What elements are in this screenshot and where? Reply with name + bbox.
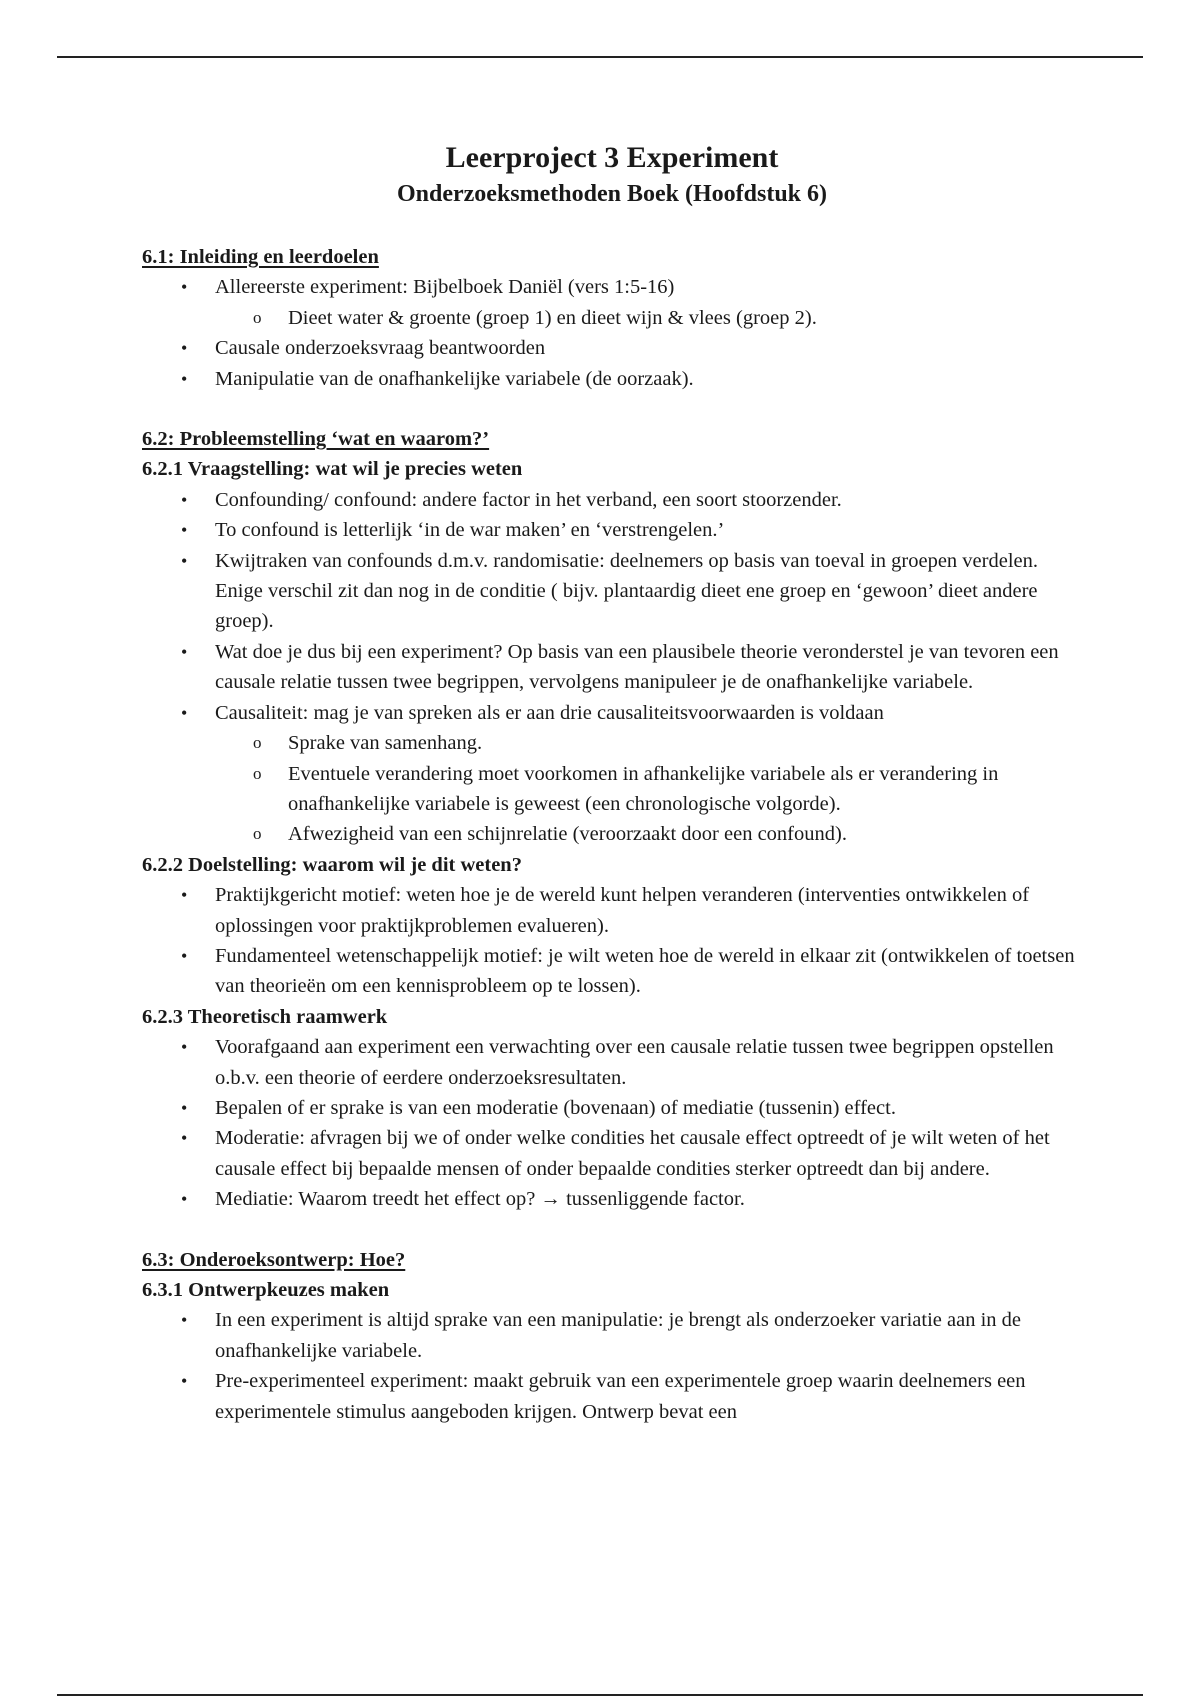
bullet-icon: • [181, 489, 188, 510]
bullet-icon: • [181, 1128, 188, 1149]
document-title: Leerproject 3 Experiment [445, 141, 779, 174]
list-item-text: Manipulatie van de onafhankelijke variabele (de oorzaak). [215, 367, 694, 390]
list-item [181, 1123, 1082, 1184]
list-item [181, 941, 1082, 1002]
bullet-list [142, 485, 1082, 850]
list-item-text: Eventuele verandering moet voorkomen in afhankelijke variabele als er verandering in onafhankelijke variabele is geweest (een chronologische volgorde). [288, 762, 999, 815]
bullet-icon: • [181, 1310, 188, 1331]
bullet-list [142, 880, 1082, 1002]
list-item [181, 485, 1082, 515]
list-item [253, 819, 1082, 849]
list-item [181, 880, 1082, 941]
list-item-text: Causale onderzoeksvraag beantwoorden [215, 337, 546, 360]
section-heading: 6.3: Onderoeksontwerp: Hoe? [142, 1248, 406, 1271]
section-6-1 [142, 242, 1082, 394]
list-item-text: Sprake van samenhang. [288, 732, 483, 755]
document-page [142, 140, 1082, 1427]
bottom-rule [57, 1694, 1143, 1696]
list-item-text: Dieet water & groente (groep 1) en dieet wijn & vlees (groep 2). [288, 306, 817, 329]
list-item-text: Mediatie: Waarom treedt het effect op? → tussenliggende factor. [215, 1188, 745, 1211]
bullet-icon: • [181, 885, 188, 906]
subsection-heading: 6.2.1 Vraagstelling: wat wil je precies weten [142, 458, 523, 481]
bullet-icon: • [181, 550, 188, 571]
list-item [181, 546, 1082, 637]
subsection-heading: 6.2.2 Doelstelling: waarom wil je dit weten? [142, 853, 522, 876]
list-item [181, 272, 1082, 333]
list-item-text: Allereerste experiment: Bijbelboek Daniël (vers 1:5-16) [215, 276, 675, 299]
bullet-list [142, 1305, 1082, 1427]
bullet-icon: • [181, 277, 188, 298]
list-item [181, 364, 1082, 394]
document-subtitle: Onderzoeksmethoden Boek (Hoofdstuk 6) [396, 181, 828, 207]
bullet-icon: • [181, 641, 188, 662]
bullet-icon: • [181, 520, 188, 541]
circle-bullet-icon: o [253, 824, 262, 844]
sub-bullet-list [215, 303, 1082, 333]
list-item [181, 333, 1082, 363]
list-item [181, 515, 1082, 545]
list-item-text: Causaliteit: mag je van spreken als er aan drie causaliteitsvoorwaarden is voldaan [215, 701, 884, 724]
bullet-icon: • [181, 1371, 188, 1392]
list-item [253, 759, 1082, 820]
section-6-2 [142, 424, 1082, 1215]
bullet-icon: • [181, 1037, 188, 1058]
list-item [253, 303, 1082, 333]
circle-bullet-icon: o [253, 763, 262, 783]
circle-bullet-icon: o [253, 307, 262, 327]
list-item-text: Bepalen of er sprake is van een moderatie (bovenaan) of mediatie (tussenin) effect. [215, 1096, 896, 1119]
list-item-text: Kwijtraken van confounds d.m.v. randomisatie: deelnemers op basis van toeval in groepen verdelen. Enige verschil zit dan nog in de conditie ( bijv. plantaardig dieet ene groep en ‘gewoon’ dieet andere groep). [215, 549, 1038, 633]
bullet-icon: • [181, 1189, 188, 1210]
circle-bullet-icon: o [253, 733, 262, 753]
bullet-icon: • [181, 368, 188, 389]
list-item-text: Wat doe je dus bij een experiment? Op basis van een plausibele theorie veronderstel je van tevoren een causale relatie tussen twee begrippen, vervolgens manipuleer je de onafhankelijke variabele. [215, 640, 1059, 694]
list-item-text: Praktijkgericht motief: weten hoe je de wereld kunt helpen veranderen (interventies ontwikkelen of oplossingen voor praktijkproblemen evalueren). [215, 884, 1030, 937]
bullet-list [142, 1032, 1082, 1214]
list-item [181, 1032, 1082, 1093]
bullet-list [142, 272, 1082, 394]
list-item [181, 637, 1082, 698]
list-item [181, 698, 1082, 850]
list-item [181, 1305, 1082, 1366]
section-heading: 6.2: Probleemstelling ‘wat en waarom?’ [142, 428, 490, 451]
bullet-icon: • [181, 702, 188, 723]
list-item-text: Confounding/ confound: andere factor in het verband, een soort stoorzender. [215, 488, 842, 511]
subsection-heading: 6.3.1 Ontwerpkeuzes maken [142, 1279, 390, 1301]
list-item [181, 1366, 1082, 1427]
bullet-icon: • [181, 945, 188, 966]
section-6-3 [142, 1245, 1082, 1427]
bullet-icon: • [181, 338, 188, 359]
list-item-text: Moderatie: afvragen bij we of onder welke condities het causale effect optreedt of je wilt weten of het causale effect bij bepaalde mensen of onder bepaalde condities sterker optreedt dan bij andere. [215, 1127, 1050, 1180]
sub-bullet-list [215, 728, 1082, 850]
section-heading: 6.1: Inleiding en leerdoelen [142, 246, 379, 268]
list-item-text: Afwezigheid van een schijnrelatie (veroorzaakt door een confound). [288, 823, 847, 846]
bullet-icon: • [181, 1097, 188, 1118]
list-item-text: Voorafgaand aan experiment een verwachting over een causale relatie tussen twee begrippen opstellen o.b.v. een theorie of eerdere onderzoeksresultaten. [215, 1036, 1054, 1089]
top-rule [57, 56, 1143, 58]
list-item [181, 1184, 1082, 1214]
list-item-text: To confound is letterlijk ‘in de war maken’ en ‘verstrengelen.’ [215, 519, 725, 542]
list-item-text: Fundamenteel wetenschappelijk motief: je wilt weten hoe de wereld in elkaar zit (ontwikkelen of toetsen van theorieën om een kennisprobleem op te lossen). [215, 944, 1075, 998]
list-item-text: In een experiment is altijd sprake van een manipulatie: je brengt als onderzoeker variatie aan in de onafhankelijke variabele. [215, 1309, 1021, 1362]
list-item [181, 1093, 1082, 1123]
subsection-heading: 6.2.3 Theoretisch raamwerk [142, 1005, 388, 1028]
list-item-text: Pre-experimenteel experiment: maakt gebruik van een experimentele groep waarin deelnemers een experimentele stimulus aangeboden krijgen. Ontwerp bevat een [215, 1370, 1026, 1423]
list-item [253, 728, 1082, 758]
